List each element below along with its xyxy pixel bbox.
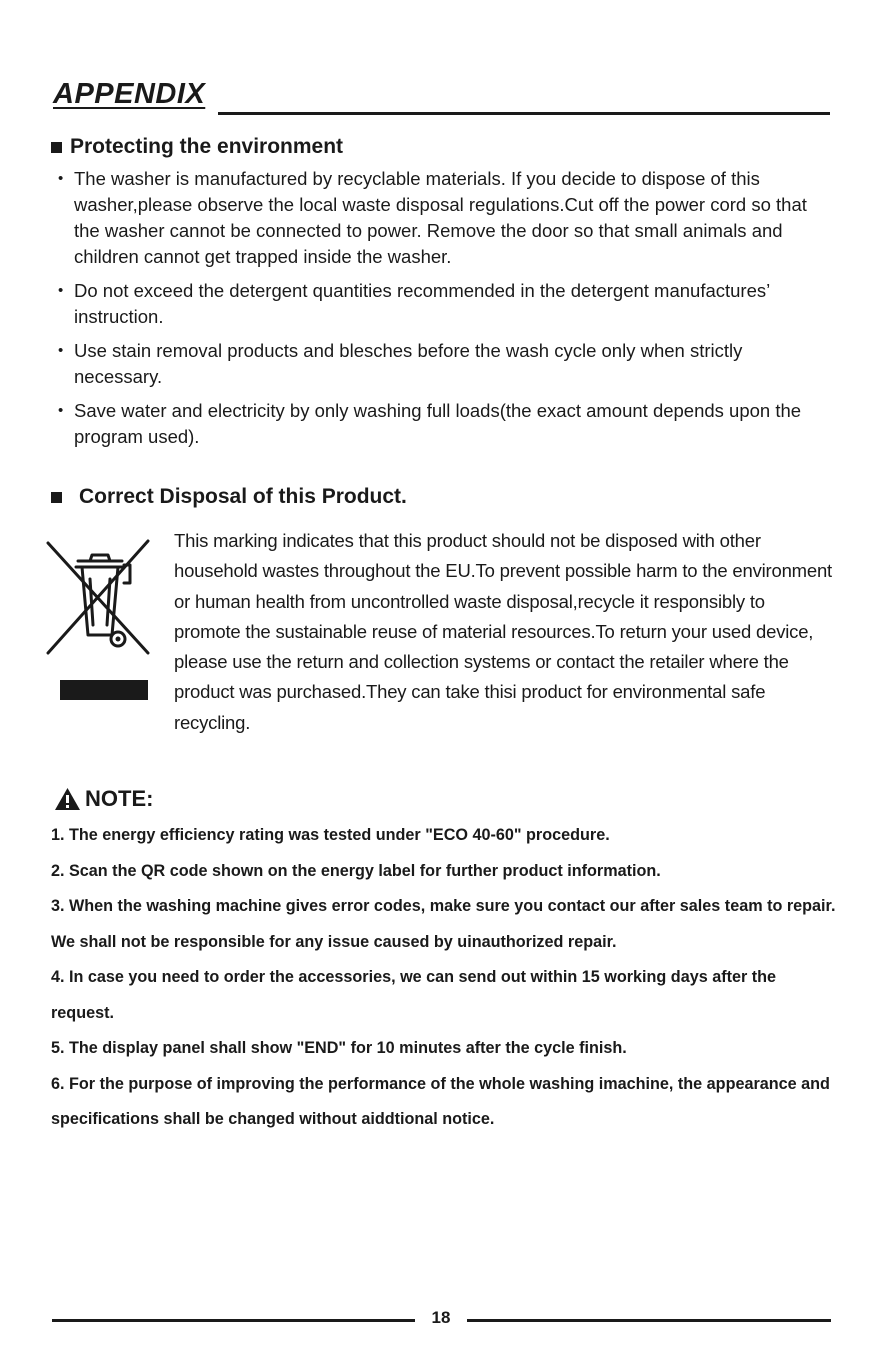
environment-bullet-list: [58, 166, 818, 458]
weee-solid-bar: [60, 680, 148, 700]
footer-rule-left: [52, 1319, 415, 1322]
environment-section-heading: [51, 135, 343, 159]
environment-heading-text: Protecting the environment: [70, 135, 344, 158]
note-heading-text: NOTE:: [85, 786, 154, 811]
list-item: 5. The display panel shall show "END" for 10 minutes after the cycle finish.: [51, 1039, 627, 1057]
square-bullet-icon: [51, 142, 62, 153]
list-item: 1. The energy efficiency rating was tested under "ECO 40-60" procedure.: [51, 826, 610, 844]
square-bullet-icon: [51, 492, 62, 503]
page-number: 18: [431, 1308, 451, 1327]
disposal-heading-text: Correct Disposal of this Product.: [79, 485, 407, 508]
list-item: • Save water and electricity by only washing full loads(the exact amount depends upon the program used).: [58, 398, 818, 450]
crossed-out-wheelie-bin-icon: [40, 535, 155, 660]
list-item: 3. When the washing machine gives error codes, make sure you contact our after sales team to repair. We shall not be responsible for any issue caused by uinauthorized repair.: [51, 897, 836, 951]
list-item: 2. Scan the QR code shown on the energy label for further product information.: [51, 861, 661, 880]
title-underline-rule: [218, 112, 830, 115]
page-title: APPENDIX: [53, 78, 206, 110]
list-item: • Use stain removal products and blesches before the wash cycle only when strictly necessary.: [58, 338, 818, 390]
note-heading: [54, 786, 153, 812]
note-list: [51, 818, 836, 1138]
footer-rule-right: [467, 1319, 831, 1322]
disposal-paragraph: This marking indicates that this product should not be disposed with other household wastes throughout the EU.To prevent possible harm to the environment or human health from uncontrolled waste disposal,recycle it responsibly to promote the sustainable reuse of material resources.To return your used device, please use the return and collection systems or contact the retailer where the product was purchased.They can take thisi product for environmental safe recycling.: [174, 530, 832, 733]
warning-triangle-icon: [54, 787, 81, 811]
list-item: • The washer is manufactured by recyclable materials. If you decide to dispose of this washer,please observe the local waste disposal regulations.Cut off the power cord so that the washer cannot be connected to power. Remove the door so that small animals and children cannot get trapped inside the washer.: [58, 166, 818, 270]
list-item: 6. For the purpose of improving the performance of the whole washing imachine, the appearance and specifications shall be changed without aiddtional notice.: [51, 1074, 830, 1128]
title-row: [53, 78, 830, 118]
disposal-section-heading: [51, 485, 407, 509]
list-item: 4. In case you need to order the accessories, we can send out within 15 working days after the request.: [51, 968, 777, 1022]
list-item: • Do not exceed the detergent quantities recommended in the detergent manufactures’ instruction.: [58, 278, 818, 330]
